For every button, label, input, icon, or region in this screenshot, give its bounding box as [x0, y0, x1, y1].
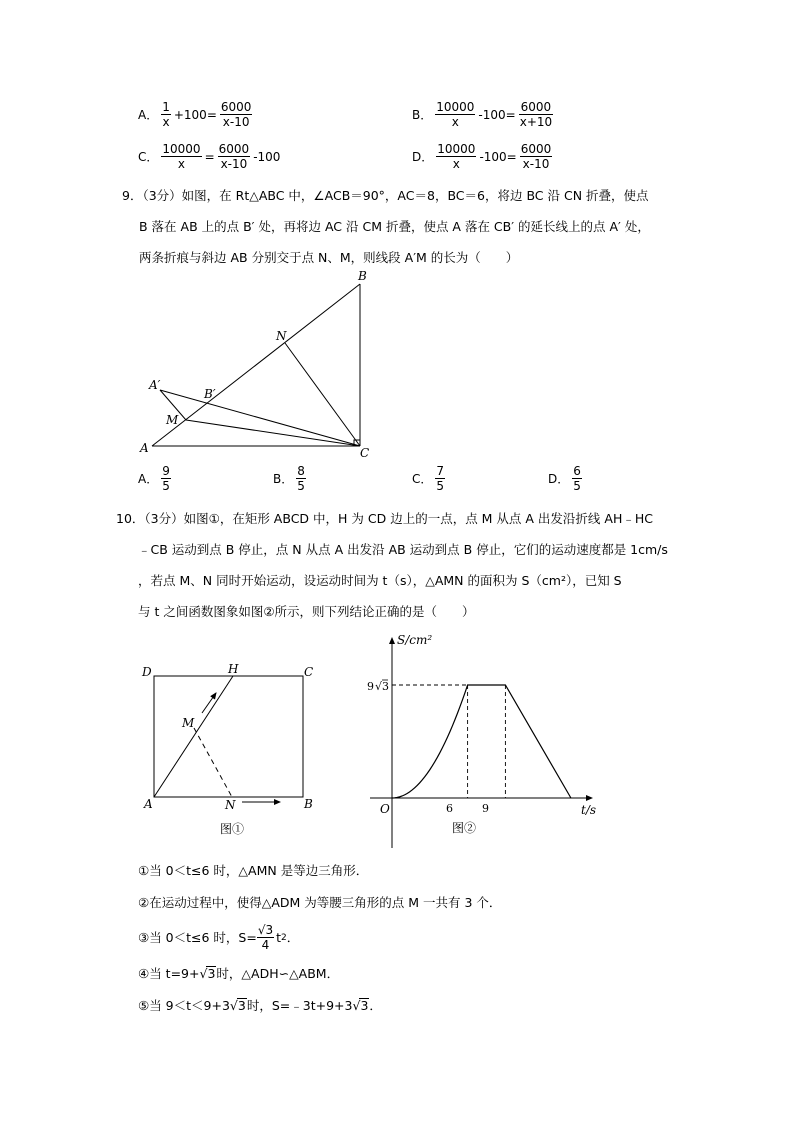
- y-tick-coef: 9: [367, 680, 374, 693]
- s3-fraction: $\frac{√3}{4}$: [257, 923, 274, 952]
- arrow-m: [202, 693, 216, 713]
- option-label: D．: [412, 150, 434, 164]
- y-tick-radical: √: [375, 680, 383, 693]
- q9-stem: [122, 180, 702, 273]
- s3-suffix: ．: [286, 929, 300, 945]
- q10-rectangle-figure: [138, 656, 328, 841]
- statement-5: ⑤当 9＜t＜9+3√3时，S=﹣3t+9+3√3．: [138, 998, 382, 1013]
- q8-option-d[interactable]: [412, 142, 552, 171]
- option-fraction: $\frac{6}{5}$: [573, 464, 581, 493]
- label-m: M: [166, 413, 179, 427]
- label-b-prime: B′: [204, 387, 216, 401]
- q9-option-b[interactable]: [273, 464, 306, 493]
- s3-prefix: ③当 0＜t≤6 时，S=: [138, 929, 257, 945]
- label-d: D: [142, 665, 152, 679]
- option-label: B．: [273, 472, 294, 486]
- q8-option-c[interactable]: [138, 142, 280, 171]
- option-label: C．: [138, 150, 159, 164]
- fraction-2: $\frac{6000}{x-10}$: [520, 142, 552, 171]
- s5-radicand-1: 3: [237, 998, 246, 1013]
- option-label: C．: [412, 472, 433, 486]
- fraction-2: $\frac{6000}{x-10}$: [220, 100, 252, 129]
- q9-option-a[interactable]: [138, 464, 171, 493]
- option-label: A．: [138, 472, 159, 486]
- y-tick-rad: 3: [382, 680, 389, 693]
- x-tick-label-1: 9: [482, 802, 489, 815]
- s4-suffix: 时，△ADH∽△ABM．: [216, 966, 340, 981]
- q9-line-3: 两条折痕与斜边 AB 分别交于点 N、M，则线段 A′M 的长为（ ）: [139, 250, 519, 265]
- option-label: D．: [548, 472, 570, 486]
- fraction-2: $\frac{6000}{x-10}$: [218, 142, 250, 171]
- label-n: N: [276, 329, 287, 343]
- option-label: A．: [138, 108, 159, 122]
- side-ab: [152, 284, 360, 446]
- q10-line-4: 与 t 之间函数图象如图②所示，则下列结论正确的是（ ）: [138, 604, 475, 619]
- x-tick-label-0: 6: [446, 802, 453, 815]
- label-m: M: [182, 716, 195, 730]
- y-tick-label: [367, 680, 389, 693]
- statement-4: ④当 t=9+√3时，△ADH∽△ABM．: [138, 966, 340, 981]
- segment-cb1: [160, 390, 360, 446]
- statement-3: [138, 923, 299, 952]
- x-axis-label: t/s: [581, 803, 597, 817]
- q9-option-c[interactable]: [412, 464, 445, 493]
- q10-line-3: ，若点 M、N 同时开始运动，设运动时间为 t（s），△AMN 的面积为 S（cm²），已知 S: [138, 573, 622, 588]
- option-fraction: $\frac{7}{5}$: [436, 464, 445, 493]
- s-t-graph: [360, 630, 600, 850]
- label-b: B: [304, 797, 313, 811]
- s5-radicand-2: 3: [360, 998, 369, 1013]
- q8-option-b[interactable]: [412, 100, 553, 129]
- label-a: A: [144, 797, 153, 811]
- fig1-caption: 图①: [220, 822, 245, 836]
- q9-line-1: 9．（3分）如图，在 Rt△ABC 中，∠ACB＝90°，AC＝8，BC＝6，将边 BC 沿 CN 折叠，使点: [122, 188, 649, 203]
- operator: =: [204, 149, 215, 164]
- operator: -100=: [479, 149, 517, 164]
- option-label: B．: [412, 108, 433, 122]
- q9-triangle-figure: [130, 268, 390, 468]
- label-h: H: [228, 662, 239, 676]
- option-fraction: $\frac{9}{5}$: [162, 464, 170, 493]
- fraction-1: $\frac{10000}{x}$: [162, 142, 201, 171]
- statement-1: ①当 0＜t≤6 时，△AMN 是等边三角形．: [138, 863, 369, 878]
- operator: +100=: [173, 107, 217, 122]
- segment-ah: [154, 676, 233, 797]
- y-axis-label: S/cm²: [397, 633, 433, 647]
- fig2-caption: 图②: [452, 821, 477, 835]
- label-a: A: [140, 441, 149, 455]
- origin-label: O: [380, 802, 390, 816]
- label-a-prime: A′: [149, 378, 161, 392]
- q8-option-a[interactable]: [138, 100, 252, 129]
- s4-radicand: 3: [207, 966, 216, 981]
- s5-suffix: ．: [369, 998, 382, 1013]
- operator-tail: -100: [253, 149, 281, 164]
- q9-option-d[interactable]: [548, 464, 582, 493]
- q10-stem: [116, 503, 696, 627]
- option-fraction: $\frac{8}{5}$: [297, 464, 305, 493]
- q9-line-2: B 落在 AB 上的点 B′ 处，再将边 AC 沿 CM 折叠，使点 A 落在 CB′ 的延长线上的点 A′ 处，: [139, 219, 650, 234]
- statement-2: ②在运动过程中，使得△ADM 为等腰三角形的点 M 一共有 3 个．: [138, 895, 502, 910]
- q10-line-2: ﹣CB 运动到点 B 停止，点 N 从点 A 出发沿 AB 运动到点 B 停止，它们的运动速度都是 1cm/s: [138, 542, 668, 557]
- s4-prefix: ④当 t=9+: [138, 966, 200, 981]
- label-c: C: [304, 665, 314, 679]
- s3-var: t: [276, 929, 282, 945]
- rectangle-abcd: [154, 676, 303, 797]
- fraction-2: $\frac{6000}{x+10}$: [519, 100, 553, 129]
- series-line-s-t: [392, 685, 571, 798]
- s5-prefix: ⑤当 9＜t＜9+3: [138, 998, 230, 1013]
- segment-mn-dashed: [194, 728, 232, 797]
- s3-exponent: 2: [281, 932, 287, 943]
- fold-cn: [285, 343, 360, 446]
- fraction-1: $\frac{1}{x}$: [162, 100, 170, 129]
- s5-middle: 时，S=﹣3t+9+3: [246, 998, 353, 1013]
- q10-line-1: 10．（3分）如图①，在矩形 ABCD 中，H 为 CD 边上的一点，点 M 从点 A 出发沿折线 AH﹣HC: [116, 511, 653, 526]
- fold-cm: [186, 420, 360, 446]
- label-c: C: [360, 446, 370, 460]
- fraction-1: $\frac{10000}{x}$: [436, 100, 475, 129]
- fraction-1: $\frac{10000}{x}$: [437, 142, 476, 171]
- label-b: B: [358, 269, 367, 283]
- label-n: N: [225, 798, 236, 812]
- operator: -100=: [478, 107, 516, 122]
